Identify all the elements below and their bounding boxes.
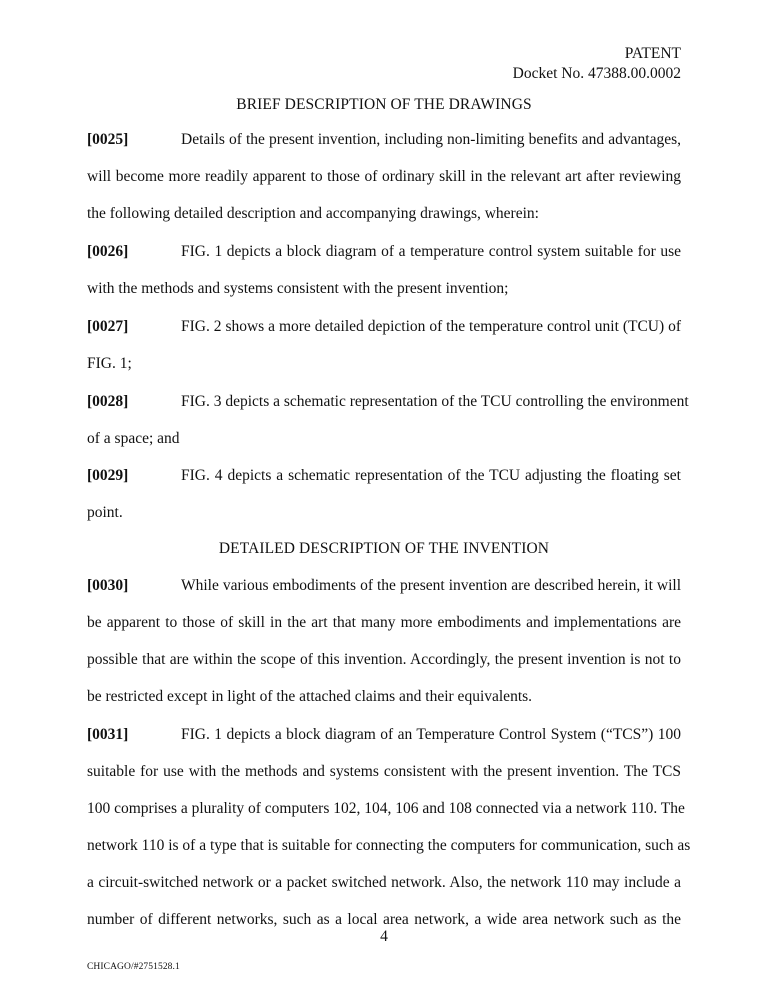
paragraph-line: FIG. 1 depicts a block diagram of an Temperature Control System (“TCS”) 100: [181, 726, 681, 743]
paragraph-line: will become more readily apparent to those of ordinary skill in the relevant art after reviewing: [87, 168, 681, 185]
paragraph-line: FIG. 3 depicts a schematic representation of the TCU controlling the environment: [181, 393, 689, 410]
paragraph-line: FIG. 1;: [87, 355, 132, 372]
paragraph-line: FIG. 1 depicts a block diagram of a temperature control system suitable for use: [181, 243, 681, 260]
patent-label: PATENT: [624, 45, 681, 62]
paragraph-line: be apparent to those of skill in the art that many more embodiments and implementations are: [87, 614, 681, 631]
page-header: [513, 44, 681, 84]
drawings-heading: BRIEF DESCRIPTION OF THE DRAWINGS: [236, 96, 532, 113]
paragraph-line: network 110 is of a type that is suitable for connecting the computers for communication, such as: [87, 837, 691, 854]
paragraph-line: point.: [87, 504, 123, 521]
paragraph-line: Details of the present invention, including non-limiting benefits and advantages,: [181, 131, 681, 148]
paragraph-line: suitable for use with the methods and systems consistent with the present invention. The TCS: [87, 763, 681, 780]
docket-number: Docket No. 47388.00.0002: [512, 65, 681, 82]
paragraph-line: FIG. 4 depicts a schematic representation of the TCU adjusting the floating set: [181, 467, 681, 484]
detailed-heading: DETAILED DESCRIPTION OF THE INVENTION: [218, 540, 550, 557]
paragraph-number: [0028]: [87, 393, 129, 410]
paragraph-number: [0029]: [87, 467, 129, 484]
paragraph-line: FIG. 2 shows a more detailed depiction of the temperature control unit (TCU) of: [181, 318, 681, 335]
page-number: 4: [380, 928, 388, 945]
paragraph-number: [0031]: [87, 726, 129, 743]
paragraph-line: a circuit-switched network or a packet switched network. Also, the network 110 may include a: [87, 874, 681, 891]
document-id: CHICAGO/#2751528.1: [87, 962, 180, 972]
paragraph-line: possible that are within the scope of this invention. Accordingly, the present invention is not to: [87, 651, 681, 668]
paragraph-line: While various embodiments of the present invention are described herein, it will: [181, 577, 681, 594]
paragraph-number: [0027]: [87, 318, 129, 335]
paragraph-line: with the methods and systems consistent with the present invention;: [87, 280, 509, 297]
paragraph-line: 100 comprises a plurality of computers 102, 104, 106 and 108 connected via a network 110. The: [87, 800, 685, 817]
paragraph-number: [0025]: [87, 131, 129, 148]
paragraph-number: [0026]: [87, 243, 129, 260]
paragraph-line: of a space; and: [87, 430, 180, 447]
paragraph-line: be restricted except in light of the attached claims and their equivalents.: [87, 688, 533, 705]
paragraph-line: number of different networks, such as a local area network, a wide area network such as the: [87, 911, 681, 928]
paragraph-line: the following detailed description and accompanying drawings, wherein:: [87, 205, 539, 222]
paragraph-number: [0030]: [87, 577, 129, 594]
